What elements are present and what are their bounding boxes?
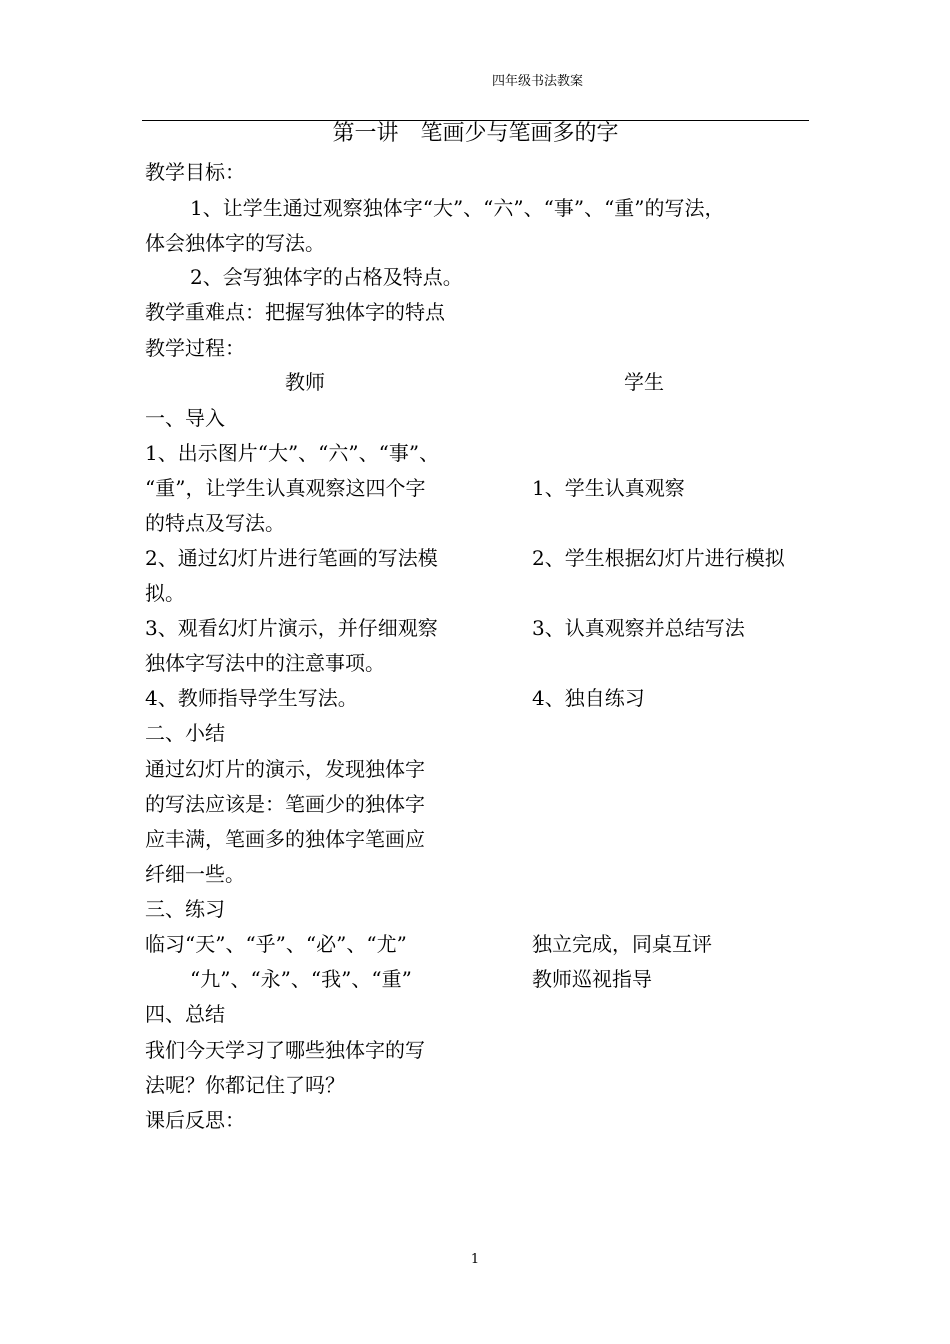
student-line: 独立完成，同桌互评 xyxy=(532,932,712,956)
teacher-line: 临习“天”、“乎”、“必”、“尤” xyxy=(145,932,407,956)
page-header: 四年级书法教案 xyxy=(491,74,583,89)
section-practice: 三、练习 xyxy=(145,897,225,921)
column-header-teacher: 教师 xyxy=(285,370,325,394)
section-conclusion: 四、总结 xyxy=(145,1002,225,1026)
teacher-line: 独体字写法中的注意事项。 xyxy=(145,651,385,675)
section-summary: 二、小结 xyxy=(145,721,225,745)
teacher-line: 的特点及写法。 xyxy=(145,511,285,535)
objective-1-line-2: 体会独体字的写法。 xyxy=(145,231,325,255)
objective-2: 2、会写独体字的占格及特点。 xyxy=(190,265,463,289)
teacher-line: 我们今天学习了哪些独体字的写 xyxy=(145,1038,425,1062)
student-line: 1、学生认真观察 xyxy=(532,476,685,500)
teacher-line: 通过幻灯片的演示，发现独体字 xyxy=(145,757,425,781)
objective-1-line-1: 1、让学生通过观察独体字“大”、“六”、“事”、“重”的写法， xyxy=(190,196,725,220)
teacher-line: 法呢？你都记住了吗？ xyxy=(145,1073,345,1097)
teacher-line: 2、通过幻灯片进行笔画的写法模 xyxy=(145,546,438,570)
page-number: 1 xyxy=(470,1252,480,1267)
process-label: 教学过程： xyxy=(145,336,245,360)
teacher-line: 3、观看幻灯片演示，并仔细观察 xyxy=(145,616,438,640)
teacher-line: “九”、“永”、“我”、“重” xyxy=(190,967,412,991)
teacher-line: 纤细一些。 xyxy=(145,862,245,886)
teacher-line: 4、教师指导学生写法。 xyxy=(145,686,358,710)
teacher-line: “重”，让学生认真观察这四个字 xyxy=(145,476,426,500)
student-line: 4、独自练习 xyxy=(532,686,645,710)
student-line: 3、认真观察并总结写法 xyxy=(532,616,745,640)
student-line: 2、学生根据幻灯片进行模拟 xyxy=(532,546,785,570)
teacher-line: 拟。 xyxy=(145,581,185,605)
teacher-line: 应丰满，笔画多的独体字笔画应 xyxy=(145,827,425,851)
teacher-line: 的写法应该是：笔画少的独体字 xyxy=(145,792,425,816)
lesson-title: 第一讲 笔画少与笔画多的字 xyxy=(332,121,619,146)
student-line: 教师巡视指导 xyxy=(532,967,652,991)
section-intro: 一、导入 xyxy=(145,406,225,430)
teacher-line: 1、出示图片“大”、“六”、“事”、 xyxy=(145,441,440,465)
column-header-student: 学生 xyxy=(624,370,664,394)
reflection-label: 课后反思： xyxy=(145,1108,245,1132)
objectives-label: 教学目标： xyxy=(145,160,245,184)
key-points: 教学重难点：把握写独体字的特点 xyxy=(145,300,445,324)
